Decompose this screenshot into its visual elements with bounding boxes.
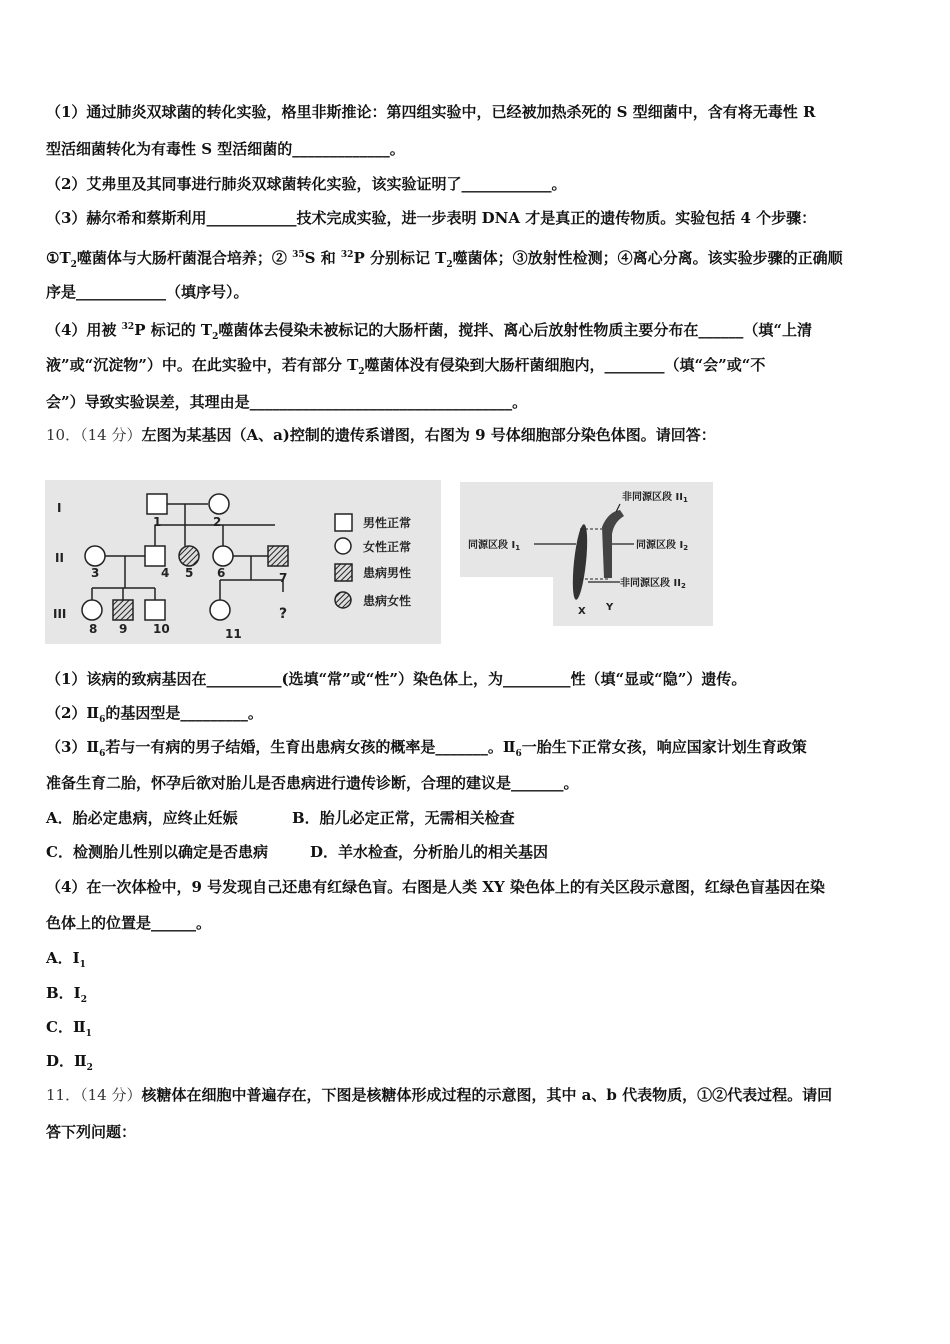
generation-label: II (55, 551, 64, 565)
legend-label: 患病女性 (363, 594, 412, 608)
text: A．I (46, 949, 80, 967)
legend-label: 女性正常 (363, 540, 412, 554)
text: C．Ⅱ (46, 1018, 86, 1036)
text: B．I (46, 984, 81, 1002)
pedigree-svg (45, 480, 441, 644)
text: ①T (46, 249, 71, 267)
label-sub: 1 (515, 544, 521, 552)
legend-female-normal-icon (335, 538, 351, 554)
generation-label: I (57, 501, 62, 515)
pedigree-male-normal-1 (147, 494, 167, 514)
text: 噬菌体没有侵染到大肠杆菌细胞内，________（填“会”或“不 (364, 356, 766, 374)
subscript: 2 (212, 332, 219, 342)
subscript: 1 (79, 960, 86, 970)
text: 核糖体在细胞中普遍存在，下图是核糖体形成过程的示意图，其中 a、b 代表物质，①②代表过程。请回 (141, 1086, 833, 1104)
q10-intro (46, 425, 910, 445)
text: 噬菌体去侵染未被标记的大肠杆菌，搅拌、离心后放射性物质主要分布在______（填“上清 (218, 321, 812, 339)
text: S 和 (304, 249, 341, 267)
legend-label: 男性正常 (363, 516, 412, 530)
text: 左图为某基因（A、a)控制的遗传系谱图，右图为 9 号体细胞部分染色体图。请回答： (141, 426, 716, 444)
label-nonhomologous-bottom (620, 576, 686, 590)
legend-male-normal-icon (335, 514, 352, 531)
text: 若与一有病的男子结婚，生育出患病女孩的概率是_______。Ⅱ (105, 738, 516, 756)
legend-label: 患病男性 (363, 566, 412, 580)
individual-number: 10 (153, 622, 170, 636)
subscript: 2 (70, 260, 77, 270)
label-sub: 2 (683, 544, 689, 552)
y-label: Y (606, 602, 614, 613)
pedigree-female-affected-5 (179, 546, 199, 566)
q10-sub4-line2: 色体上的位置是______。 (46, 914, 212, 932)
generation-label: III (53, 607, 67, 621)
q10-sub4-option-a (46, 948, 910, 975)
option-a: A．胎必定患病，应终止妊娠 (46, 809, 238, 827)
label-sub: 2 (680, 582, 686, 590)
subscript: 6 (99, 749, 106, 759)
individual-number: 4 (161, 566, 170, 580)
label-text: 同源区段 I (468, 540, 516, 551)
x-label: X (578, 606, 586, 617)
q9-part3-line2 (46, 245, 910, 275)
individual-number: 2 (213, 515, 222, 529)
label-homologous-right (636, 538, 688, 552)
superscript: 32 (121, 322, 135, 332)
label-homologous-left (468, 538, 520, 552)
text: 的基因型是_________。 (105, 704, 263, 722)
pedigree-male-affected-7 (268, 546, 288, 566)
label-nonhomologous-top (622, 490, 688, 504)
q10-sub4-option-b (46, 983, 910, 1010)
subscript: 1 (85, 1029, 92, 1039)
text: 液”或“沉淀物”）中。在此实验中，若有部分 T (46, 356, 359, 374)
label-text: 非同源区段 II (620, 578, 681, 589)
q9-part4-line3: 会”）导致实验误差，其理由是___________________________________。 (46, 393, 528, 411)
subscript: 2 (80, 995, 87, 1005)
pedigree-female-normal-6 (213, 546, 233, 566)
label-text: 同源区段 I (636, 540, 684, 551)
subscript: 2 (86, 1063, 93, 1073)
pedigree-male-affected-9 (113, 600, 133, 620)
option-d: D．羊水检查，分析胎儿的相关基因 (310, 843, 549, 861)
q9-part1-line1: （1）通过肺炎双球菌的转化实验，格里非斯推论：第四组实验中，已经被加热杀死的 S 型细菌中，含有将无毒性 R (46, 103, 816, 121)
question-number: 10．（14 分） (46, 426, 142, 444)
individual-number: 8 (89, 622, 98, 636)
individual-number: 11 (225, 627, 242, 641)
q9-part3-line3: 序是____________（填序号）。 (46, 283, 249, 301)
pedigree-male-normal-10 (145, 600, 165, 620)
q10-sub3-line1 (46, 737, 910, 764)
pedigree-figure (45, 480, 441, 644)
pedigree-male-normal-4 (145, 546, 165, 566)
q10-sub4-option-c (46, 1017, 910, 1044)
option-c: C．检测胎儿性别以确定是否患病 (46, 843, 268, 861)
label-text: 非同源区段 II (622, 492, 683, 503)
q9-part3-line1: （3）赫尔希和蔡斯利用____________技术完成实验，进一步表明 DNA 才是真正的遗传物质。实验包括 4 个步骤： (46, 209, 817, 227)
individual-number: 6 (217, 566, 226, 580)
individual-number: 9 (119, 622, 128, 636)
text: （4）用被 (46, 321, 122, 339)
pedigree-female-normal-2 (209, 494, 229, 514)
text: P 分别标记 T (353, 249, 447, 267)
q10-sub3-line2: 准备生育二胎，怀孕后欲对胎儿是否患病进行遗传诊断，合理的建议是_______。 (46, 774, 579, 792)
text: （3）Ⅱ (46, 738, 100, 756)
chromosome-svg (460, 482, 713, 626)
q11-line1 (46, 1085, 910, 1105)
q9-part1-line2: 型活细菌转化为有毒性 S 型活细菌的_____________。 (46, 140, 405, 158)
xy-chromosome-figure (460, 482, 713, 626)
label-sub: 1 (682, 496, 688, 504)
q11-line2: 答下列问题： (46, 1123, 137, 1141)
q10-sub2 (46, 703, 910, 730)
superscript: 35 (292, 250, 305, 260)
q9-part2: （2）艾弗里及其同事进行肺炎双球菌转化实验，该实验证明了____________。 (46, 175, 567, 193)
text: 噬菌体与大肠杆菌混合培养；② (76, 249, 293, 267)
text: （2）Ⅱ (46, 704, 100, 722)
q9-part4-line2 (46, 355, 910, 382)
individual-number: 1 (153, 515, 162, 529)
unknown-individual: ? (279, 606, 288, 622)
q10-sub1: （1）该病的致病基因在__________(选填“常”或“性”）染色体上，为_________性（填“显或“隐”）遗传。 (46, 670, 747, 688)
subscript: 6 (99, 715, 106, 725)
pedigree-female-normal-3 (85, 546, 105, 566)
individual-number: 3 (91, 566, 100, 580)
q10-sub4-option-d (46, 1051, 910, 1078)
pedigree-female-normal-8 (82, 600, 102, 620)
legend-male-affected-icon (335, 564, 352, 581)
option-b: B．胎儿必定正常，无需相关检查 (292, 809, 515, 827)
individual-number: 7 (279, 571, 288, 585)
q10-sub4-line1: （4）在一次体检中，9 号发现自己还患有红绿色盲。右图是人类 XY 染色体上的有关区段示意图，红绿色盲基因在染 (46, 878, 825, 896)
q9-part4-line1 (46, 317, 910, 347)
text: P 标记的 T (134, 321, 213, 339)
individual-number: 5 (185, 566, 194, 580)
text: D．Ⅱ (46, 1052, 87, 1070)
text: 噬菌体；③放射性检测；④离心分离。该实验步骤的正确顺 (452, 249, 843, 267)
superscript: 32 (340, 250, 354, 260)
subscript: 2 (358, 367, 365, 377)
question-number: 11．（14 分） (46, 1086, 142, 1104)
text: 一胎生下正常女孩，响应国家计划生育政策 (521, 738, 807, 756)
pedigree-female-normal-11 (210, 600, 230, 620)
subscript: 6 (515, 749, 522, 759)
subscript: 2 (446, 260, 453, 270)
legend-female-affected-icon (335, 592, 351, 608)
